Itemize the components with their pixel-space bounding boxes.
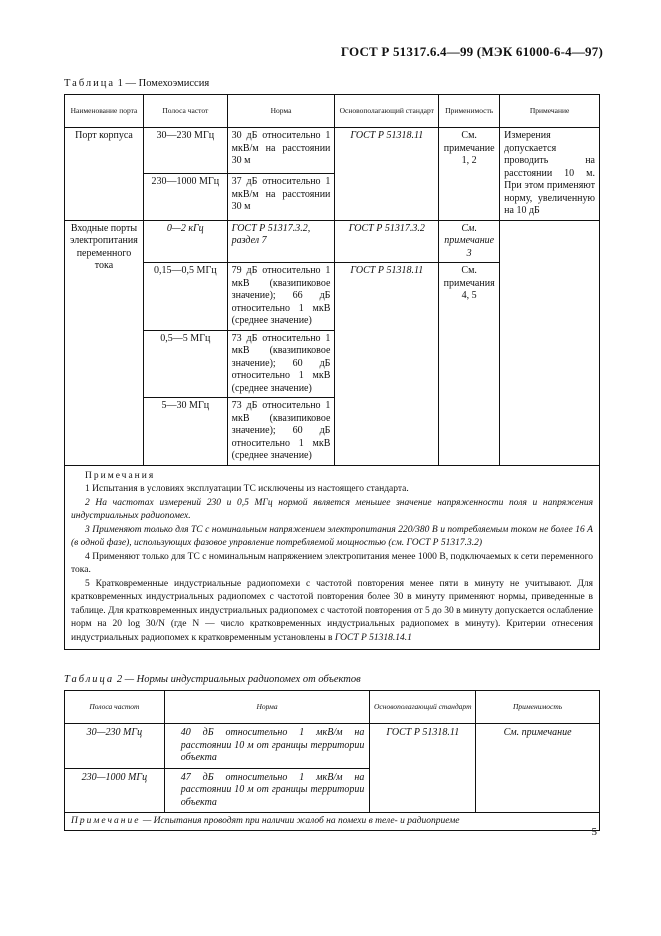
table1-header-note: Примечание <box>500 95 600 128</box>
note-1: 1 Испытания в условиях эксплуатации ТС исключены из настоящего стандарта. <box>85 484 409 494</box>
applicability-cell: См. примечание 3 <box>439 220 500 263</box>
freq-cell: 30—230 МГц <box>143 128 227 174</box>
norm-cell: 79 дБ относительно 1 мкВ (квазипиковое значение); 66 дБ относительно 1 мкВ (среднее значение) <box>227 263 335 331</box>
applicability-cell: См. примечание 1, 2 <box>439 128 500 221</box>
norm-cell: 40 дБ относительно 1 мкВ/м на расстоянии 10 м от границы территории объекта <box>164 724 370 769</box>
applicability-cell: См. примечание <box>476 724 600 813</box>
table1-notes-row <box>65 465 600 650</box>
table-row <box>65 128 600 174</box>
table2-header-freq: Полоса частот <box>65 691 165 724</box>
table1-notes <box>65 465 600 650</box>
port-ac-power: Входные порты электропитания переменного тока <box>65 220 144 465</box>
freq-cell: 230—1000 МГц <box>143 174 227 220</box>
table1-caption-rest: 1 — Помехоэмиссия <box>115 78 210 89</box>
table1-header-norm: Норма <box>227 95 335 128</box>
standard-cell: ГОСТ Р 51318.11 <box>370 724 476 813</box>
norm-cell: ГОСТ Р 51317.3.2, раздел 7 <box>227 220 335 263</box>
table-row <box>65 724 600 769</box>
notes-title: Примечания <box>85 470 156 481</box>
table2-header-row <box>65 691 600 724</box>
standard-cell: ГОСТ Р 51318.11 <box>335 128 439 221</box>
note-2: 2 На частотах измерений 230 и 0,5 МГц нормой является меньшее значение напряженности поля и напряжения индустриальных радиопомех. <box>71 497 593 521</box>
table2 <box>64 690 600 831</box>
norm-cell: 73 дБ относительно 1 мкВ (квазипиковое значение); 60 дБ относительно 1 мкВ (среднее значение) <box>227 398 335 466</box>
note-5-text: 5 Кратковременные индустриальные радиопомехи с частотой повторения менее пяти в минуту не учитывают. Для кратковременных индустриальных радиопомех с частотой повторения более 30 в минуту применяют нормы, приведенные в таблице. Для кратковременных индустриальных радиопомех с частотой повторения от 5 до 30 в минуту допускается ослабление норм на 20 log 30/N (где N — число кратковременных индустриальных радиопомех в минуту). Критерии отнесения индустриальных радиопомех к кратковременным установлены в <box>71 578 593 643</box>
table1-header-port: Наименование порта <box>65 95 144 128</box>
note-3: 3 Применяют только для ТС с номинальным напряжением электропитания 220/380 В и потребляемым током не более 16 А (в одной фазе), использующих фазовое управление потребляемой мощностью (см. ГОСТ Р 51317.3.2) <box>71 524 593 548</box>
freq-cell: 0,15—0,5 МГц <box>143 263 227 331</box>
table2-caption-rest: 2 — Нормы индустриальных радиопомех от объектов <box>114 674 361 685</box>
note-5-standard-ref: ГОСТ Р 51318.14.1 <box>334 632 412 643</box>
document-header: ГОСТ Р 51317.6.4—99 (МЭК 61000-6-4—97) <box>340 44 603 59</box>
table2-note-text: — Испытания проводят при наличии жалоб на помехи в теле- и радиоприеме <box>140 816 460 826</box>
norm-cell: 73 дБ относительно 1 мкВ (квазипиковое значение); 60 дБ относительно 1 мкВ (среднее значение) <box>227 330 335 398</box>
freq-cell: 0—2 кГц <box>143 220 227 263</box>
note-cell: Измерения допускается проводить на расстоянии 10 м. При этом применяют норму, увеличенную на 10 дБ <box>500 128 600 221</box>
norm-cell: 37 дБ относительно 1 мкВ/м на расстоянии 30 м <box>227 174 335 220</box>
freq-cell: 30—230 МГц <box>65 724 165 769</box>
table1-header-freq: Полоса частот <box>143 95 227 128</box>
applicability-cell: См. примечания 4, 5 <box>439 263 500 466</box>
note-cell-empty <box>500 220 600 465</box>
table2-header-norm: Норма <box>164 691 370 724</box>
freq-cell: 0,5—5 МГц <box>143 330 227 398</box>
table1-header-applicability: Применимость <box>439 95 500 128</box>
table2-header-applicability: Применимость <box>476 691 600 724</box>
page-number: 5 <box>591 826 597 838</box>
standard-cell: ГОСТ Р 51317.3.2 <box>335 220 439 263</box>
note-4: 4 Применяют только для ТС с номинальным напряжением электропитания менее 1000 В, подключаемых к сети переменного тока. <box>71 551 593 575</box>
table2-note <box>65 813 600 831</box>
standard-cell: ГОСТ Р 51318.11 <box>335 263 439 466</box>
table1-header-row <box>65 95 600 128</box>
table1-caption <box>64 78 209 89</box>
note-5 <box>71 578 593 646</box>
freq-cell: 5—30 МГц <box>143 398 227 466</box>
table1-caption-prefix: Таблица <box>64 78 116 89</box>
table2-caption <box>64 674 361 685</box>
norm-cell: 47 дБ относительно 1 мкВ/м на расстоянии 10 м от границы территории объекта <box>164 768 370 813</box>
table-row <box>65 220 600 263</box>
table2-note-row <box>65 813 600 831</box>
port-enclosure: Порт корпуса <box>65 128 144 221</box>
table1-header-standard: Основополагающий стандарт <box>335 95 439 128</box>
norm-cell: 30 дБ относительно 1 мкВ/м на расстоянии 30 м <box>227 128 335 174</box>
freq-cell: 230—1000 МГц <box>65 768 165 813</box>
table1 <box>64 94 600 650</box>
table2-caption-prefix: Таблица <box>64 674 115 685</box>
table2-header-standard: Основополагающий стандарт <box>370 691 476 724</box>
table2-note-title: Примечание <box>71 816 141 826</box>
